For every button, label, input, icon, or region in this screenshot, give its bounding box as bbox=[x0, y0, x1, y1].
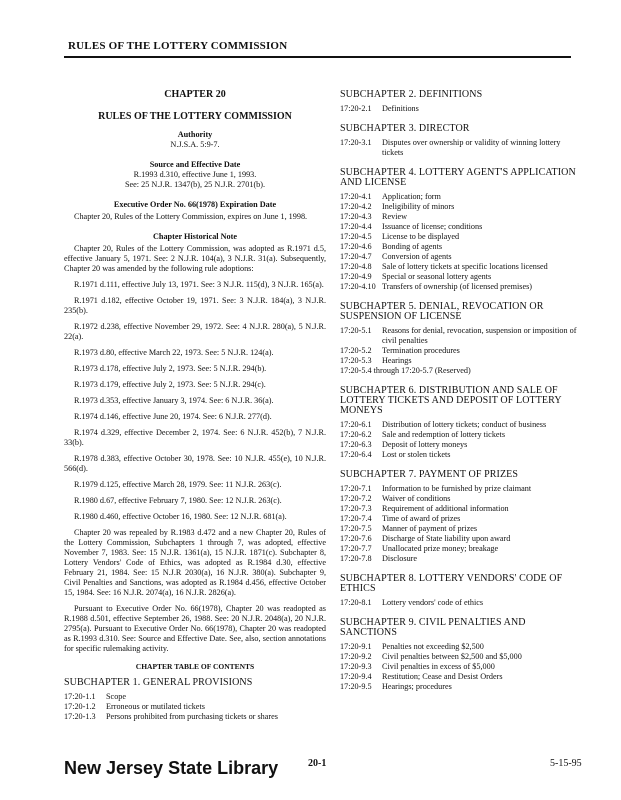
source-label: Source and Effective Date bbox=[149, 160, 241, 169]
toc-entry bbox=[340, 272, 580, 282]
section-title: Requirement of additional information bbox=[382, 504, 509, 513]
section-number: 17:20-5.2 bbox=[340, 346, 372, 355]
section-number: 17:20-4.1 bbox=[340, 192, 372, 201]
historical-note-paragraph: R.1972 d.238, effective November 29, 1972. See: 4 N.J.R. 280(a), 5 N.J.R. 22(a). bbox=[64, 322, 326, 341]
section-title: Conversion of agents bbox=[382, 252, 452, 261]
section-title: Scope bbox=[106, 692, 127, 701]
revision-date: 5-15-95 bbox=[550, 758, 582, 769]
subchapter-entries bbox=[340, 138, 580, 158]
subchapter-title: SUBCHAPTER 6. DISTRIBUTION AND SALE OF LOTTERY TICKETS AND DEPOSIT OF LOTTERY MONEYS bbox=[340, 385, 562, 416]
historical-note-paragraph: R.1973 d.178, effective July 2, 1973. See: 5 N.J.R. 294(b). bbox=[74, 364, 267, 373]
section-number: 17:20-9.5 bbox=[340, 682, 372, 691]
toc-entry bbox=[340, 252, 580, 262]
section-number: 17:20-6.2 bbox=[340, 430, 372, 439]
toc-entry bbox=[340, 212, 580, 222]
section-title: Transfers of ownership (of licensed premises) bbox=[382, 282, 532, 291]
section-number: 17:20-7.5 bbox=[340, 524, 372, 533]
toc-entry bbox=[340, 222, 580, 232]
toc-entry bbox=[340, 652, 580, 662]
toc-entry bbox=[340, 554, 580, 564]
historical-note bbox=[64, 244, 326, 654]
running-head: RULES OF THE LOTTERY COMMISSION bbox=[68, 40, 288, 52]
section-title: Special or seasonal lottery agents bbox=[382, 272, 492, 281]
exec-order-text: Chapter 20, Rules of the Lottery Commission, expires on June 1, 1998. bbox=[74, 212, 308, 221]
historical-note-paragraph: R.1979 d.125, effective March 28, 1979. See: 11 N.J.R. 263(c). bbox=[74, 480, 282, 489]
section-number: 17:20-1.1 bbox=[64, 692, 96, 701]
section-title: Sale of lottery tickets at specific locations licensed bbox=[382, 262, 548, 271]
section-title: Reasons for denial, revocation, suspension or imposition of civil penalties bbox=[382, 326, 577, 345]
section-title: Application; form bbox=[382, 192, 441, 201]
toc-entry bbox=[340, 440, 580, 450]
historical-note-paragraph: Chapter 20, Rules of the Lottery Commission, was adopted as R.1971 d.5, effective January 5, 1971. See: 2 N.J.R. 104(a), 3 N.J.R. 31(a). Subsequently, Chapter 20 was amended by the following rule adoptions: bbox=[64, 244, 326, 273]
section-number: 17:20-9.2 bbox=[340, 652, 372, 661]
historical-note-paragraph: R.1978 d.383, effective October 30, 1978. See: 10 N.J.R. 455(e), 10 N.J.R. 566(d). bbox=[64, 454, 326, 473]
section-number: 17:20-9.3 bbox=[340, 662, 372, 671]
subchapter-entries bbox=[340, 642, 580, 692]
chapter-title: RULES OF THE LOTTERY COMMISSION bbox=[98, 111, 292, 122]
historical-note-paragraph: R.1974 d.329, effective December 2, 1974. See: 6 N.J.R. 452(b), 7 N.J.R. 33(b). bbox=[64, 428, 326, 447]
subchapter-1-entries bbox=[64, 692, 326, 722]
toc-entry bbox=[340, 366, 580, 376]
section-title: Ineligibility of minors bbox=[382, 202, 455, 211]
section-title: License to be displayed bbox=[382, 232, 460, 241]
historical-note-paragraph: Pursuant to Executive Order No. 66(1978), Chapter 20 was readopted as R.1988 d.501, effective September 26, 1988. See: 20 N.J.R. 2048(a), 20 N.J.R. 2795(a). Pursuant to Executive Order No. 66(1978), Chapter 20 was readopted as R.1993 d.310. See: Source and Effective Date. See, also, section annotations for specific rulemaking activity. bbox=[64, 604, 326, 653]
toc-entry bbox=[340, 430, 580, 440]
subchapter-entries bbox=[340, 192, 580, 292]
section-number: 17:20-4.3 bbox=[340, 212, 372, 221]
section-number: 17:20-4.7 bbox=[340, 252, 372, 261]
toc-entry bbox=[340, 282, 580, 292]
toc-entry bbox=[340, 494, 580, 504]
chapter-number: CHAPTER 20 bbox=[164, 89, 226, 100]
toc-entry bbox=[340, 504, 580, 514]
subchapter-title: SUBCHAPTER 7. PAYMENT OF PRIZES bbox=[340, 469, 519, 480]
toc-entry bbox=[340, 484, 580, 494]
subchapter-entries bbox=[340, 484, 580, 564]
section-title: Disclosure bbox=[382, 554, 418, 563]
section-title: Distribution of lottery tickets; conduct of business bbox=[382, 420, 547, 429]
section-number: 17:20-5.1 bbox=[340, 326, 372, 335]
section-title: Lost or stolen tickets bbox=[382, 450, 451, 459]
historical-note-paragraph: Chapter 20 was repealed by R.1983 d.472 and a new Chapter 20, Rules of the Lottery Commission, Subchapters 1 through 7, was adopted, effective November 7, 1983. See: 15 N.J.R. 1361(a), 15 N.J.R. 1871(c). Subchapter 8, Lottery Vendors' Code of Ethics, was adopted as R.1984 d.30, effective February 21, 1984. See: 15 N.J.R 2030(a), 16 N.J.R. 380(a). Subchapter 9, Civil Penalties and Sanctions, was adopted as R.1984 d.456, effective October 15, 1984. See: 16 N.J.R. 2074(a), 16 N.J.R. 2826(a). bbox=[64, 528, 326, 597]
section-title: Manner of payment of prizes bbox=[382, 524, 478, 533]
subchapter-title: SUBCHAPTER 4. LOTTERY AGENT'S APPLICATION AND LICENSE bbox=[340, 167, 576, 188]
section-number: 17:20-4.5 bbox=[340, 232, 372, 241]
section-number: 17:20-7.4 bbox=[340, 514, 372, 523]
toc-entry bbox=[340, 138, 580, 158]
section-title: Termination procedures bbox=[382, 346, 460, 355]
toc-entry bbox=[340, 534, 580, 544]
section-number: 17:20-3.1 bbox=[340, 138, 372, 147]
section-number: 17:20-6.1 bbox=[340, 420, 372, 429]
subchapter-entries bbox=[340, 326, 580, 376]
section-number: 17:20-6.3 bbox=[340, 440, 372, 449]
toc-entry bbox=[340, 202, 580, 212]
section-title: Issuance of license; conditions bbox=[382, 222, 483, 231]
section-number: 17:20-1.2 bbox=[64, 702, 96, 711]
section-title: Time of award of prizes bbox=[382, 514, 461, 523]
section-title: Civil penalties in excess of $5,000 bbox=[382, 662, 495, 671]
toc-entry bbox=[340, 682, 580, 692]
section-title: Persons prohibited from purchasing tickets or shares bbox=[106, 712, 278, 721]
header-rule bbox=[64, 56, 571, 58]
toc-entry bbox=[340, 242, 580, 252]
subchapter-1-title: SUBCHAPTER 1. GENERAL PROVISIONS bbox=[64, 677, 253, 688]
section-number: 17:20-8.1 bbox=[340, 598, 372, 607]
section-number: 17:20-7.7 bbox=[340, 544, 372, 553]
source-text-2: See: 25 N.J.R. 1347(b), 25 N.J.R. 2701(b). bbox=[124, 180, 266, 189]
toc-entry bbox=[340, 356, 580, 366]
toc-entry bbox=[340, 450, 580, 460]
page-number: 20-1 bbox=[308, 758, 327, 769]
subchapter-title: SUBCHAPTER 2. DEFINITIONS bbox=[340, 89, 483, 100]
subchapter-title: SUBCHAPTER 8. LOTTERY VENDORS' CODE OF ETHICS bbox=[340, 573, 563, 594]
section-number: 17:20-7.3 bbox=[340, 504, 372, 513]
toc-label: CHAPTER TABLE OF CONTENTS bbox=[135, 662, 255, 671]
section-number: 17:20-5.3 bbox=[340, 356, 372, 365]
library-stamp: New Jersey State Library bbox=[64, 758, 279, 778]
section-number: 17:20-7.2 bbox=[340, 494, 372, 503]
toc-entry bbox=[340, 672, 580, 682]
section-number: 17:20-4.10 bbox=[340, 282, 376, 291]
section-number: 17:20-4.6 bbox=[340, 242, 372, 251]
source-text-1: R.1993 d.310, effective June 1, 1993. bbox=[133, 170, 257, 179]
subchapter-title: SUBCHAPTER 9. CIVIL PENALTIES AND SANCTIONS bbox=[340, 617, 526, 638]
toc-entry bbox=[340, 642, 580, 652]
section-title: Disputes over ownership or validity of winning lottery tickets bbox=[382, 138, 561, 157]
section-title: Definitions bbox=[382, 104, 419, 113]
section-number: 17:20-7.8 bbox=[340, 554, 372, 563]
subchapter-entries bbox=[340, 104, 580, 114]
section-number: 17:20-7.6 bbox=[340, 534, 372, 543]
section-title: Waiver of conditions bbox=[382, 494, 451, 503]
right-column bbox=[340, 90, 580, 692]
toc-entry bbox=[340, 524, 580, 534]
historical-note-paragraph: R.1980 d.67, effective February 7, 1980. See: 12 N.J.R. 263(c). bbox=[74, 496, 282, 505]
toc-entry bbox=[340, 514, 580, 524]
section-title: Unallocated prize money; breakage bbox=[382, 544, 499, 553]
section-title: Erroneous or mutilated tickets bbox=[106, 702, 205, 711]
section-number: 17:20-4.8 bbox=[340, 262, 372, 271]
toc-entry bbox=[64, 692, 326, 702]
section-title: Discharge of State liability upon award bbox=[382, 534, 511, 543]
historical-note-paragraph: R.1973 d.353, effective January 3, 1974. See: 6 N.J.R. 36(a). bbox=[74, 396, 274, 405]
toc-entry bbox=[64, 702, 326, 712]
section-title: Sale and redemption of lottery tickets bbox=[382, 430, 506, 439]
left-column bbox=[64, 90, 326, 722]
section-number: 17:20-6.4 bbox=[340, 450, 372, 459]
historical-note-paragraph: R.1971 d.111, effective July 13, 1971. See: 3 N.J.R. 115(d), 3 N.J.R. 165(a). bbox=[74, 280, 324, 289]
section-title: Bonding of agents bbox=[382, 242, 443, 251]
section-title: Penalties not exceeding $2,500 bbox=[382, 642, 484, 651]
section-title: Hearings; procedures bbox=[382, 682, 452, 691]
section-title: Lottery vendors' code of ethics bbox=[382, 598, 484, 607]
authority-label: Authority bbox=[177, 130, 213, 139]
section-number: 17:20-9.4 bbox=[340, 672, 372, 681]
section-title: Hearings bbox=[382, 356, 412, 365]
subchapter-entries bbox=[340, 420, 580, 460]
section-number: 17:20-4.2 bbox=[340, 202, 372, 211]
section-number: 17:20-1.3 bbox=[64, 712, 96, 721]
section-title: Review bbox=[382, 212, 408, 221]
section-title: Restitution; Cease and Desist Orders bbox=[382, 672, 503, 681]
historical-note-paragraph: R.1974 d.146, effective June 20, 1974. See: 6 N.J.R. 277(d). bbox=[74, 412, 272, 421]
toc-entry bbox=[64, 712, 326, 722]
historical-note-paragraph: R.1971 d.182, effective October 19, 1971. See: 3 N.J.R. 184(a), 3 N.J.R. 235(b). bbox=[64, 296, 326, 315]
toc-entry bbox=[340, 662, 580, 672]
toc-entry bbox=[340, 262, 580, 272]
toc-entry bbox=[340, 104, 580, 114]
section-title: Civil penalties between $2,500 and $5,000 bbox=[382, 652, 522, 661]
section-title: 17:20-5.4 through 17:20-5.7 (Reserved) bbox=[340, 366, 471, 375]
historical-note-paragraph: R.1980 d.460, effective October 16, 1980. See: 12 N.J.R. 681(a). bbox=[74, 512, 287, 521]
section-number: 17:20-4.9 bbox=[340, 272, 372, 281]
toc-entry bbox=[340, 346, 580, 356]
toc-entry bbox=[340, 598, 580, 608]
toc-entry bbox=[340, 420, 580, 430]
section-number: 17:20-9.1 bbox=[340, 642, 372, 651]
toc-entry bbox=[340, 192, 580, 202]
section-number: 17:20-4.4 bbox=[340, 222, 372, 231]
historical-note-paragraph: R.1973 d.80, effective March 22, 1973. See: 5 N.J.R. 124(a). bbox=[74, 348, 274, 357]
subchapter-title: SUBCHAPTER 3. DIRECTOR bbox=[340, 123, 470, 134]
section-title: Information to be furnished by prize claimant bbox=[382, 484, 532, 493]
subchapter-entries bbox=[340, 598, 580, 608]
section-number: 17:20-7.1 bbox=[340, 484, 372, 493]
section-title: Deposit of lottery moneys bbox=[382, 440, 468, 449]
toc-entry bbox=[340, 544, 580, 554]
historical-note-paragraph: R.1973 d.179, effective July 2, 1973. See: 5 N.J.R. 294(c). bbox=[74, 380, 266, 389]
toc-entry bbox=[340, 232, 580, 242]
exec-order-label: Executive Order No. 66(1978) Expiration Date bbox=[113, 200, 277, 209]
authority-text: N.J.S.A. 5:9-7. bbox=[170, 140, 220, 149]
toc-entry bbox=[340, 326, 580, 346]
historical-note-label: Chapter Historical Note bbox=[153, 232, 237, 241]
section-number: 17:20-2.1 bbox=[340, 104, 372, 113]
subchapter-title: SUBCHAPTER 5. DENIAL, REVOCATION OR SUSPENSION OF LICENSE bbox=[340, 301, 544, 322]
